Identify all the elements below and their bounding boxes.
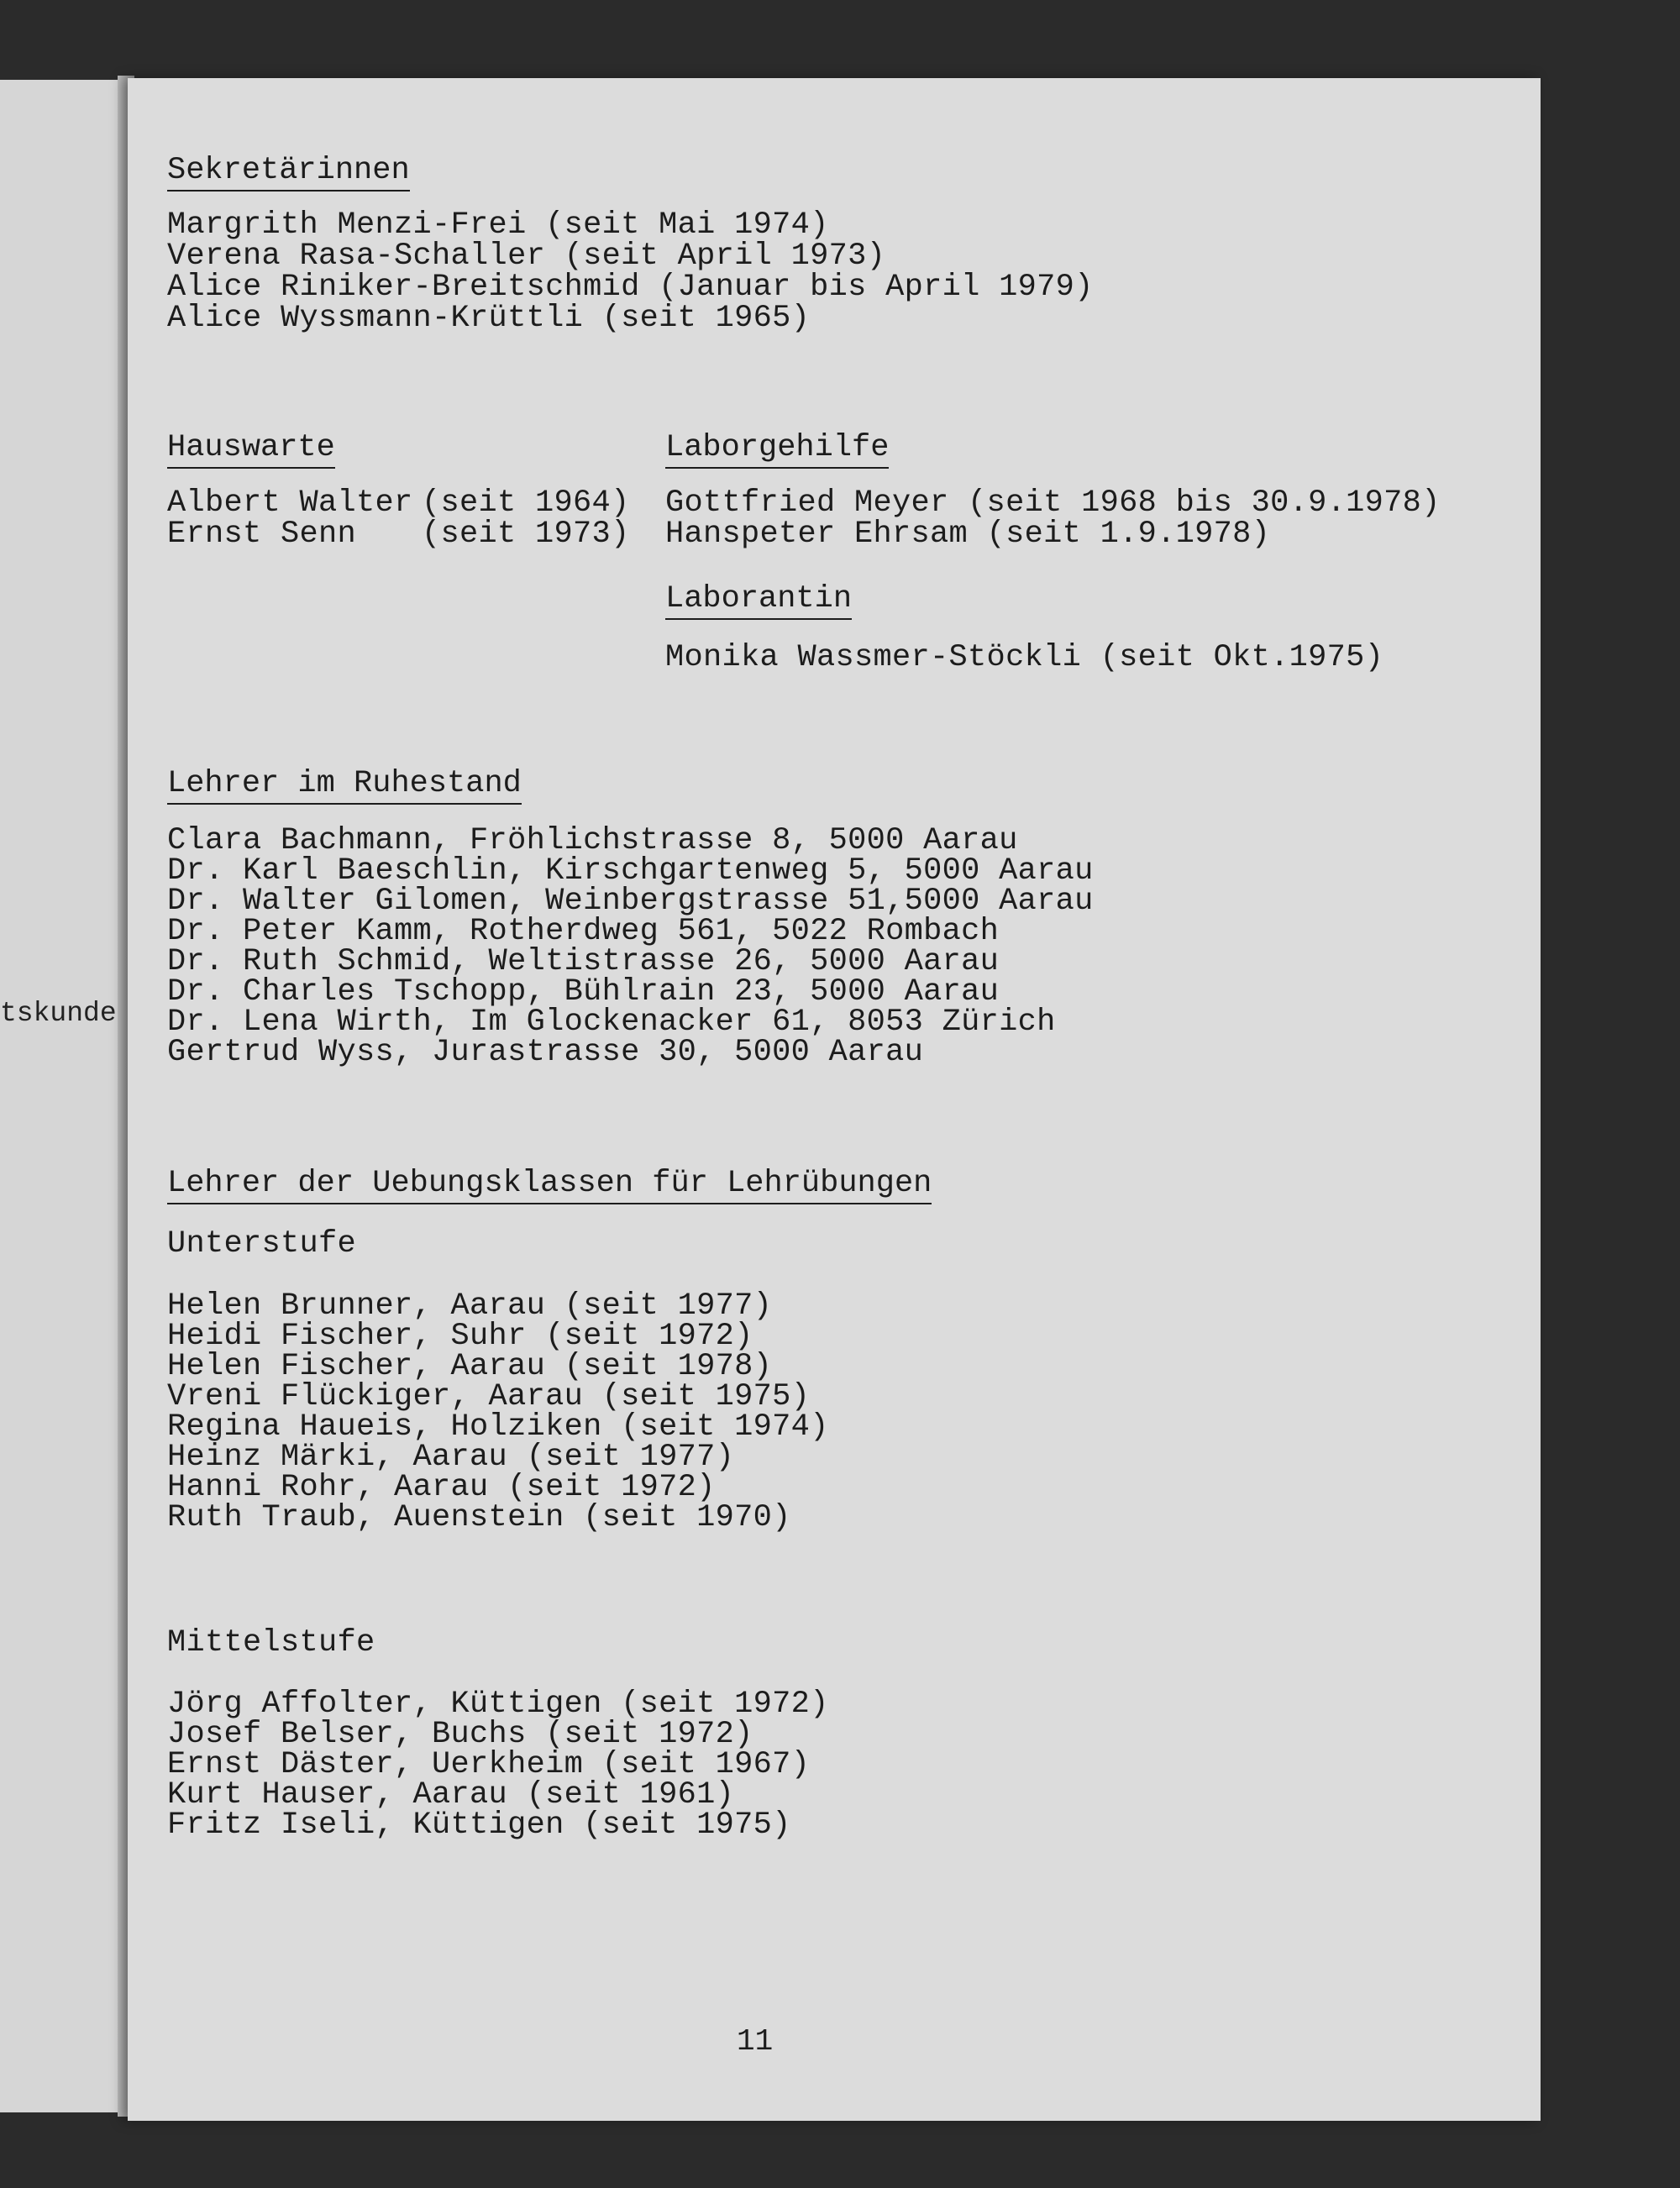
list-item: Monika Wassmer-Stöckli (seit Okt.1975) <box>665 640 1384 675</box>
list-item: Ernst Däster, Uerkheim (seit 1967) <box>167 1747 811 1782</box>
heading-ruhestand: Lehrer im Ruhestand <box>167 769 522 805</box>
list-item: Regina Haueis, Holziken (seit 1974) <box>167 1409 829 1445</box>
list-item: Verena Rasa-Schaller (seit April 1973) <box>167 239 886 274</box>
list-item: Dr. Charles Tschopp, Bühlrain 23, 5000 Aarau <box>167 974 1000 1010</box>
list-item: Gertrud Wyss, Jurastrasse 30, 5000 Aarau <box>167 1035 924 1070</box>
list-item: Heinz Märki, Aarau (seit 1977) <box>167 1440 735 1475</box>
list-item: Dr. Karl Baeschlin, Kirschgartenweg 5, 5000 Aarau <box>167 853 1094 889</box>
list-item: Hanni Rohr, Aarau (seit 1972) <box>167 1470 716 1505</box>
list-item: Ruth Traub, Auenstein (seit 1970) <box>167 1500 791 1535</box>
heading-laborgehilfe: Laborgehilfe <box>665 433 889 469</box>
list-item: Helen Brunner, Aarau (seit 1977) <box>167 1288 773 1324</box>
list-item: Alice Riniker-Breitschmid (Januar bis April 1979) <box>167 270 1094 305</box>
list-item: Kurt Hauser, Aarau (seit 1961) <box>167 1777 735 1813</box>
list-item: Josef Belser, Buchs (seit 1972) <box>167 1717 753 1752</box>
heading-sekretaerinnen: Sekretärinnen <box>167 155 410 192</box>
list-item: Dr. Walter Gilomen, Weinbergstrasse 51,5000 Aarau <box>167 884 1094 919</box>
subheading-unterstufe: Unterstufe <box>167 1226 357 1262</box>
list-item: Dr. Ruth Schmid, Weltistrasse 26, 5000 Aarau <box>167 944 1000 979</box>
list-item: Clara Bachmann, Fröhlichstrasse 8, 5000 Aarau <box>167 823 1018 858</box>
list-item: Fritz Iseli, Küttigen (seit 1975) <box>167 1808 791 1843</box>
list-item: Vreni Flückiger, Aarau (seit 1975) <box>167 1379 811 1414</box>
subheading-mittelstufe: Mittelstufe <box>167 1625 375 1661</box>
page-number: 11 <box>737 2024 774 2059</box>
hauswart-since: (seit 1973) <box>422 517 630 552</box>
heading-laborantin: Laborantin <box>665 584 852 620</box>
list-item: Dr. Peter Kamm, Rotherdweg 561, 5022 Rombach <box>167 914 1000 949</box>
list-item: Hanspeter Ehrsam (seit 1.9.1978) <box>665 517 1271 552</box>
document-page <box>128 78 1541 2121</box>
list-item: Margrith Menzi-Frei (seit Mai 1974) <box>167 207 829 243</box>
list-item: Helen Fischer, Aarau (seit 1978) <box>167 1349 773 1384</box>
list-item: Dr. Lena Wirth, Im Glockenacker 61, 8053 Zürich <box>167 1005 1056 1040</box>
left-page-edge <box>0 80 134 2112</box>
heading-hauswarte: Hauswarte <box>167 433 335 469</box>
hauswart-since: (seit 1964) <box>422 485 630 521</box>
left-page-text-fragment: tskunde <box>0 998 117 1029</box>
hauswart-name: Albert Walter <box>167 485 413 521</box>
list-item: Alice Wyssmann-Krüttli (seit 1965) <box>167 301 811 336</box>
hauswart-name: Ernst Senn <box>167 517 357 552</box>
list-item: Gottfried Meyer (seit 1968 bis 30.9.1978) <box>665 485 1441 521</box>
list-item: Jörg Affolter, Küttigen (seit 1972) <box>167 1687 829 1722</box>
heading-uebungsklassen: Lehrer der Uebungsklassen für Lehrübungen <box>167 1168 932 1204</box>
list-item: Heidi Fischer, Suhr (seit 1972) <box>167 1319 753 1354</box>
